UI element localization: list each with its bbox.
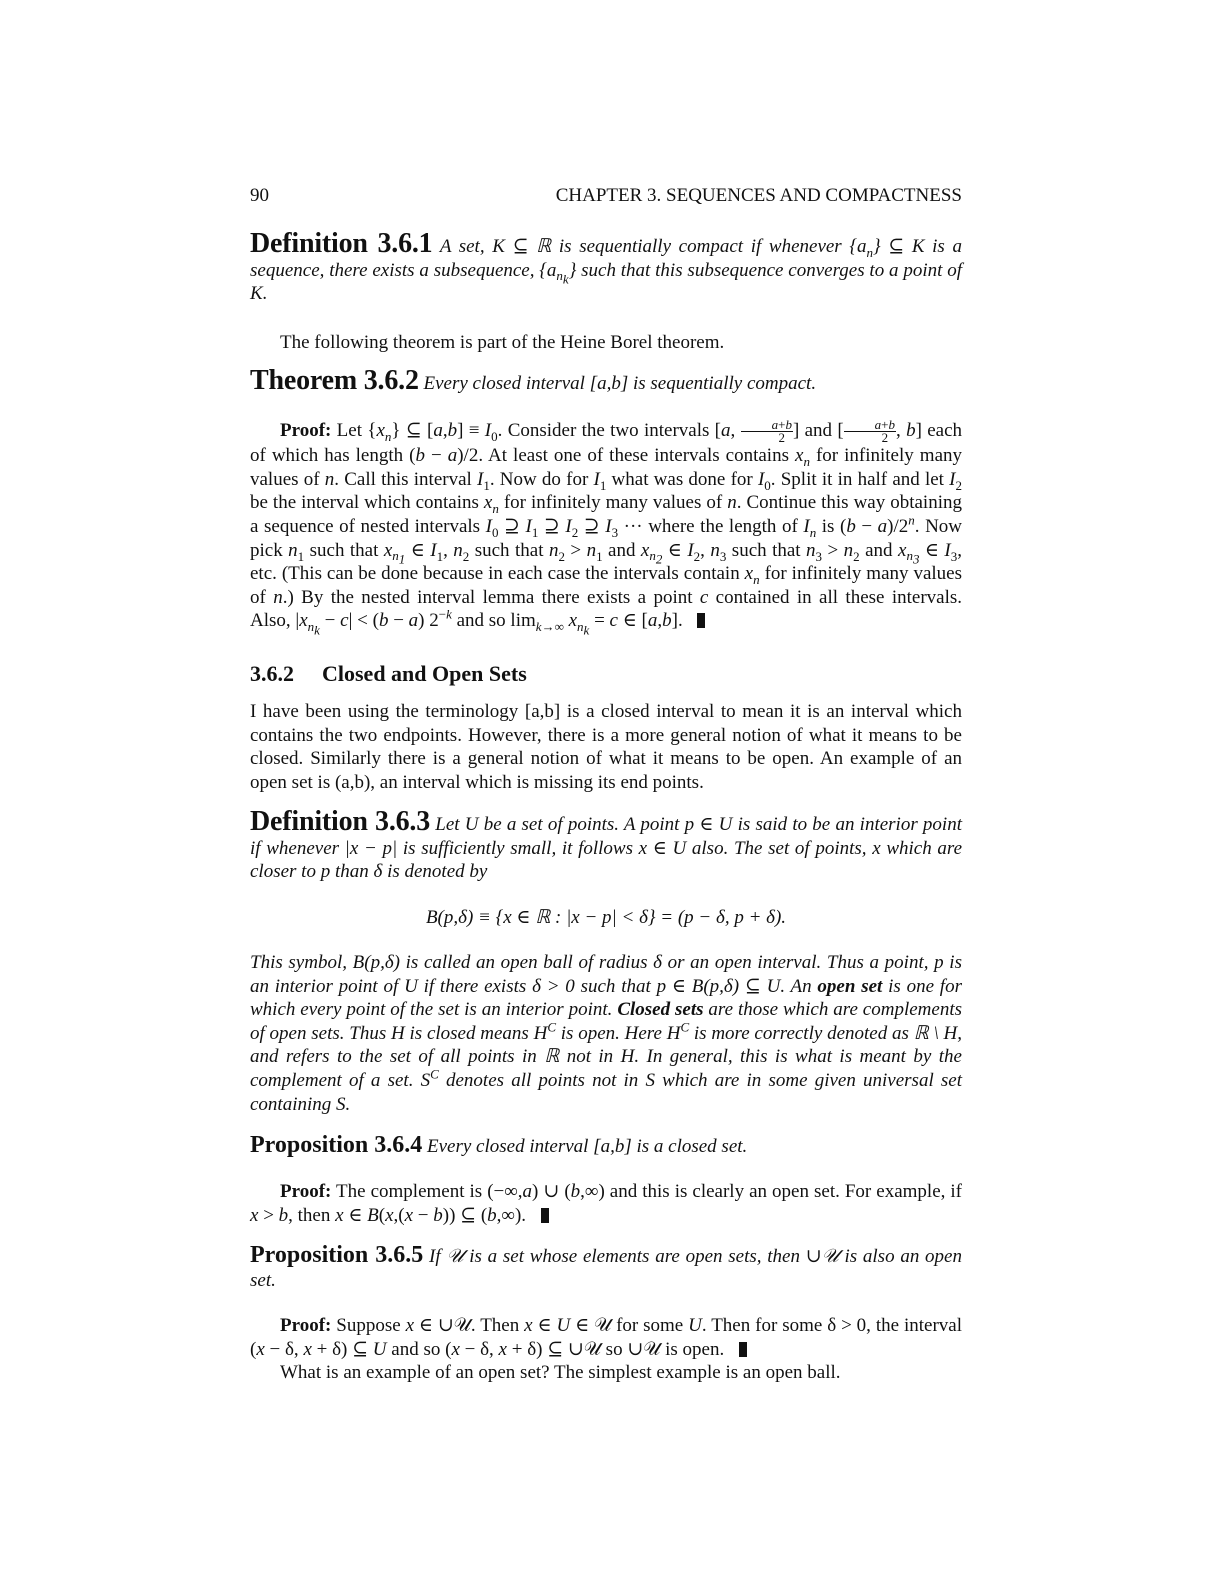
- definition-3-6-3-continued: This symbol, B(p,δ) is called an open ball of radius δ or an open interval. Thus a point, p is an interior point of U if there exists δ > 0 such that p ∈ B(p,δ) ⊆ U. An open set is one for which every point of the set is an interior point. Closed sets are those which are complements of open sets. Thus H is closed means $H^C$ is open. Here $H^C$ is more correctly denoted as ℝ \ H, and refers to the set of all points in ℝ not in H. In general, this is what is meant by the complement of a set. $S^C$ denotes all points not in S which are in some given universal set containing S.: [250, 952, 963, 1115]
- proposition-statement: Every closed interval [a,b] is a closed set.: [427, 1136, 748, 1157]
- proof-label: Proof:: [280, 1315, 332, 1336]
- qed-mark: [541, 1208, 549, 1223]
- section-heading: [250, 661, 527, 687]
- definition-3-6-1: Definition 3.6.1 A set, K ⊆ ℝ is sequentially compact if whenever $\{a_n\}$ ⊆ K is a sequence, there exists a subsequence, $\{a_{n_k}\}$ such that this subsequence converges to a point of K.: [250, 228, 963, 305]
- definition-heading: Definition 3.6.3: [250, 806, 431, 837]
- section-number: 3.6.2: [250, 661, 294, 686]
- proposition-3-6-5: Proposition 3.6.5 If 𝒰 is a set whose elements are open sets, then ∪𝒰 is also an open set.: [250, 1242, 962, 1291]
- qed-mark: [739, 1342, 747, 1357]
- proof-label: Proof:: [280, 1181, 332, 1202]
- theorem-3-6-2: [250, 365, 962, 396]
- theorem-proof: Proof: Let $\{x_n\}$ ⊆ $[a,b] \equiv I_0$. Consider the two intervals [a, $\frac{a+b}{2}$ ] and [ $\frac{a+b}{2}$ , b] each of which has length (b − a)/2. At least one of these intervals contains $x_n$ for infinitely many values of n. Call this interval $I_1$. Now do for $I_1$ what was done for $I_0$. Split it in half and let $I_2$ be the interval which contains $x_n$ for infinitely many values of n. Continue this way obtaining a sequence of nested intervals $I_0$ ⊇ $I_1$ ⊇ $I_2$ ⊇ $I_3$ ··· where the length of $I_n$ is $(b - a)/2^n$. Now pick $n_1$ such that $x_{n_1}$ ∈ $I_1$, $n_2$ such that $n_2 > n_1$ and $x_{n_2}$ ∈ $I_2$, $n_3$ such that $n_3 > n_2$ and $x_{n_3}$ ∈ $I_3$, etc. (This can be done because in each case the intervals contain $x_n$ for infinitely many values of n.) By the nested interval lemma there exists a point c contained in all these intervals. Also, $|x_{n_k} - c| < (b - a)$ $2^{-k}$ and so $\lim_{k\to\infty} x_{n_k} = c$ ∈ [a,b].: [250, 417, 963, 638]
- page-number: 90: [250, 185, 269, 206]
- running-title: CHAPTER 3. SEQUENCES AND COMPACTNESS: [555, 185, 962, 206]
- proposition-3-6-5-proof: Proof: Suppose x ∈ ∪𝒰. Then x ∈ U ∈ 𝒰 for some U. Then for some δ > 0, the interval (x − δ, x + δ) ⊆ U and so (x − δ, x + δ) ⊆ ∪𝒰 so ∪𝒰 is open.: [250, 1315, 962, 1360]
- qed-mark: [697, 613, 705, 628]
- definition-3-6-3: Definition 3.6.3 Let U be a set of points. A point p ∈ U is said to be an interior point if whenever |x − p| is sufficiently small, it follows x ∈ U also. The set of points, x which are closer to p than δ is denoted by: [250, 806, 963, 883]
- theorem-heading: Theorem 3.6.2: [250, 365, 419, 396]
- closing-paragraph: What is an example of an open set? The simplest example is an open ball.: [280, 1362, 841, 1383]
- open-ball-formula: B(p,δ) ≡ {x ∈ ℝ : |x − p| < δ} = (p − δ, p + δ).: [425, 907, 787, 928]
- proposition-heading: Proposition 3.6.4: [250, 1132, 423, 1158]
- running-header: [250, 185, 962, 207]
- proof-label: Proof:: [280, 420, 332, 441]
- proposition-3-6-4-proof: Proof: The complement is (−∞,a) ∪ (b,∞) and this is clearly an open set. For example, if x > b, then x ∈ B(x,(x − b)) ⊆ (b,∞).: [250, 1181, 962, 1226]
- theorem-statement: Every closed interval [a,b] is sequentially compact.: [423, 373, 817, 394]
- closed-open-paragraph: I have been using the terminology [a,b] is a closed interval to mean it is an interval which contains the two endpoints. However, there is a more general notion of what it means to be closed. Similarly there is a general notion of what it means to be open. An example of an open set is (a,b), an interval which is missing its end points.: [250, 701, 962, 793]
- definition-heading: Definition 3.6.1: [250, 228, 433, 259]
- section-title: Closed and Open Sets: [322, 661, 527, 686]
- proposition-heading: Proposition 3.6.5: [250, 1242, 424, 1268]
- proposition-3-6-4: [250, 1134, 962, 1159]
- intro-paragraph: The following theorem is part of the Heine Borel theorem.: [280, 332, 725, 353]
